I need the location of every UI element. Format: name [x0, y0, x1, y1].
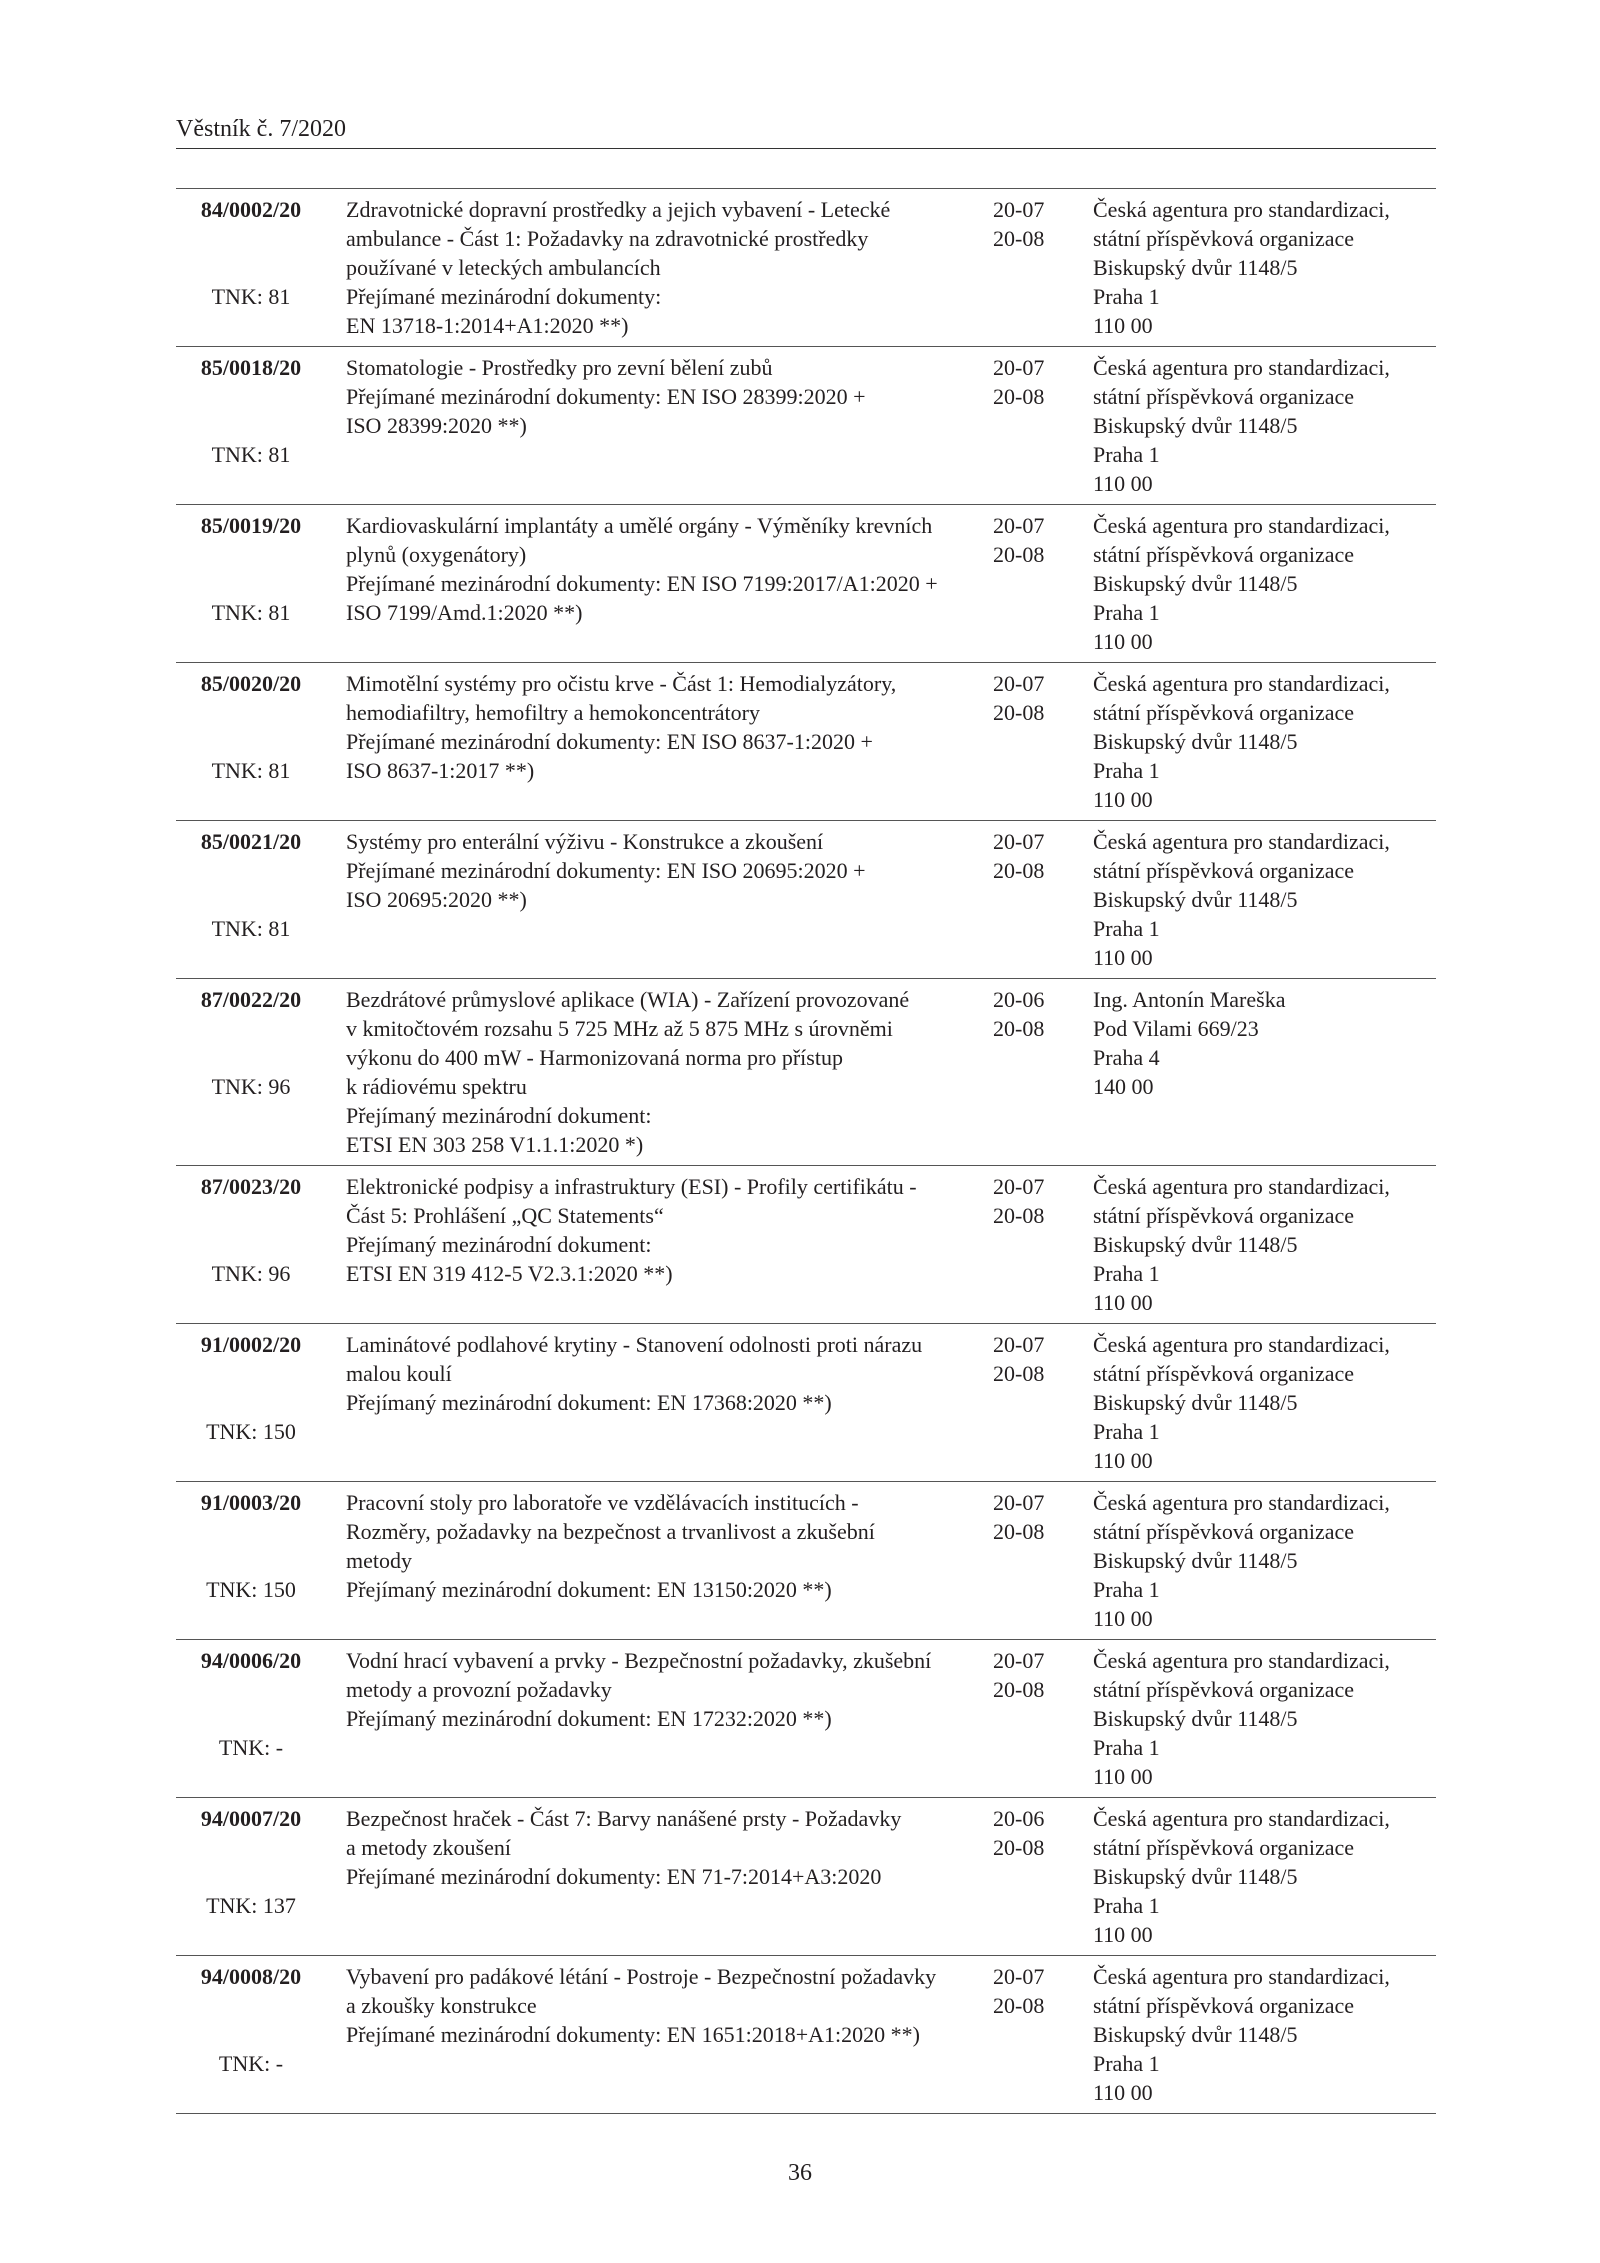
entry-tnk: TNK: 96	[211, 1261, 291, 1286]
entry-address-line: státní příspěvková organizace	[1093, 384, 1355, 409]
entry-dates-cell	[987, 189, 1084, 347]
entry-address-line: 110 00	[1093, 313, 1153, 338]
entry-id-cell	[176, 1166, 326, 1324]
entry-address-line: Praha 1	[1093, 600, 1160, 625]
entry-title-cell	[326, 505, 987, 663]
entry-date: 20-08	[993, 700, 1045, 725]
entry-id-cell	[176, 979, 326, 1166]
entry-date: 20-07	[993, 1332, 1045, 1357]
entry-title-line: ISO 28399:2020 **)	[346, 413, 527, 438]
entry-date: 20-07	[993, 829, 1045, 854]
entry-address-cell	[1084, 347, 1436, 505]
standards-table-body	[176, 189, 1436, 2114]
entry-title-cell	[326, 663, 987, 821]
entry-address-line: státní příspěvková organizace	[1093, 1203, 1355, 1228]
standards-table	[176, 188, 1436, 2114]
entry-title-line: Zdravotnické dopravní prostředky a jejich vybavení - Letecké	[346, 197, 891, 222]
entry-address-line: Biskupský dvůr 1148/5	[1093, 2022, 1298, 2047]
entry-title-line: ISO 7199/Amd.1:2020 **)	[346, 600, 583, 625]
entry-title-line: Mimotělní systémy pro očistu krve - Část 1: Hemodialyzátory,	[346, 671, 897, 696]
entry-address-cell	[1084, 979, 1436, 1166]
entry-title-line: Přejímané mezinárodní dokumenty: EN ISO 8637-1:2020 +	[346, 729, 873, 754]
table-row	[176, 1166, 1436, 1324]
entry-title-line: ISO 8637-1:2017 **)	[346, 758, 535, 783]
entry-date: 20-08	[993, 1361, 1045, 1386]
entry-address-line: Praha 1	[1093, 1735, 1160, 1760]
entry-title-line: ambulance - Část 1: Požadavky na zdravotnické prostředky	[346, 226, 869, 251]
entry-date: 20-07	[993, 197, 1045, 222]
entry-address-line: Praha 1	[1093, 1893, 1160, 1918]
table-row	[176, 821, 1436, 979]
entry-address-line: 110 00	[1093, 471, 1153, 496]
entry-address-line: 110 00	[1093, 1290, 1153, 1315]
entry-date: 20-08	[993, 1835, 1045, 1860]
entry-title-line: metody a provozní požadavky	[346, 1677, 612, 1702]
entry-address-line: Česká agentura pro standardizaci,	[1093, 1806, 1390, 1831]
table-row	[176, 347, 1436, 505]
entry-title-line: Bezpečnost hraček - Část 7: Barvy nanášené prsty - Požadavky	[346, 1806, 902, 1831]
entry-title-line: Přejímaný mezinárodní dokument:	[346, 1103, 652, 1128]
entry-address-cell	[1084, 1798, 1436, 1956]
entry-tnk: TNK: -	[218, 1735, 284, 1760]
entry-date: 20-08	[993, 858, 1045, 883]
entry-title-line: Přejímaný mezinárodní dokument: EN 17232:2020 **)	[346, 1706, 832, 1731]
entry-address-line: 110 00	[1093, 629, 1153, 654]
entry-address-line: Česká agentura pro standardizaci,	[1093, 1964, 1390, 1989]
page-number: 36	[788, 2160, 812, 2186]
entry-address-line: státní příspěvková organizace	[1093, 1835, 1355, 1860]
entry-title-line: Kardiovaskulární implantáty a umělé orgány - Výměníky krevních	[346, 513, 933, 538]
entry-title-line: Elektronické podpisy a infrastruktury (ESI) - Profily certifikátu -	[346, 1174, 917, 1199]
entry-title-line: Systémy pro enterální výživu - Konstrukce a zkoušení	[346, 829, 824, 854]
entry-code: 94/0007/20	[200, 1806, 302, 1831]
entry-address-cell	[1084, 821, 1436, 979]
entry-date: 20-08	[993, 226, 1045, 251]
entry-address-line: Česká agentura pro standardizaci,	[1093, 355, 1390, 380]
entry-address-line: 110 00	[1093, 1448, 1153, 1473]
entry-title-cell	[326, 821, 987, 979]
entry-code: 84/0002/20	[200, 197, 302, 222]
journal-title: Věstník č. 7/2020	[176, 116, 346, 142]
entry-address-line: Česká agentura pro standardizaci,	[1093, 513, 1390, 538]
entry-address-line: Praha 1	[1093, 916, 1160, 941]
entry-title-line: Přejímaný mezinárodní dokument: EN 17368:2020 **)	[346, 1390, 832, 1415]
entry-address-line: Biskupský dvůr 1148/5	[1093, 1548, 1298, 1573]
entry-address-line: 110 00	[1093, 2080, 1153, 2105]
entry-address-line: Česká agentura pro standardizaci,	[1093, 1332, 1390, 1357]
entry-address-cell	[1084, 189, 1436, 347]
entry-title-line: Bezdrátové průmyslové aplikace (WIA) - Zařízení provozované	[346, 987, 910, 1012]
entry-title-line: metody	[346, 1548, 412, 1573]
entry-dates-cell	[987, 1166, 1084, 1324]
entry-code: 91/0002/20	[200, 1332, 302, 1357]
entry-dates-cell	[987, 1640, 1084, 1798]
entry-date: 20-08	[993, 384, 1045, 409]
entry-tnk: TNK: 81	[211, 758, 291, 783]
entry-address-line: Česká agentura pro standardizaci,	[1093, 197, 1390, 222]
entry-code: 87/0022/20	[200, 987, 302, 1012]
entry-title-line: a metody zkoušení	[346, 1835, 511, 1860]
entry-title-line: ISO 20695:2020 **)	[346, 887, 527, 912]
entry-code: 85/0019/20	[200, 513, 302, 538]
entry-address-line: 110 00	[1093, 1606, 1153, 1631]
entry-title-line: hemodiafiltry, hemofiltry a hemokoncentrátory	[346, 700, 760, 725]
entry-title-cell	[326, 1166, 987, 1324]
entry-dates-cell	[987, 505, 1084, 663]
entry-date: 20-08	[993, 1203, 1045, 1228]
entry-title-cell	[326, 347, 987, 505]
entry-id-cell	[176, 189, 326, 347]
entry-title-line: výkonu do 400 mW - Harmonizovaná norma pro přístup	[346, 1045, 843, 1070]
table-row	[176, 1324, 1436, 1482]
entry-address-line: Česká agentura pro standardizaci,	[1093, 671, 1390, 696]
entry-date: 20-08	[993, 1677, 1045, 1702]
entry-title-line: Přejímaný mezinárodní dokument:	[346, 1232, 652, 1257]
entry-title-line: ETSI EN 319 412-5 V2.3.1:2020 **)	[346, 1261, 673, 1286]
entry-title-line: k rádiovému spektru	[346, 1074, 527, 1099]
entry-date: 20-07	[993, 1174, 1045, 1199]
entry-address-line: Pod Vilami 669/23	[1093, 1016, 1259, 1041]
entry-tnk: TNK: 81	[211, 284, 291, 309]
entry-address-cell	[1084, 663, 1436, 821]
entry-date: 20-07	[993, 1648, 1045, 1673]
entry-date: 20-07	[993, 1490, 1045, 1515]
entry-address-line: 110 00	[1093, 1764, 1153, 1789]
entry-address-line: Biskupský dvůr 1148/5	[1093, 1390, 1298, 1415]
entry-address-line: 140 00	[1093, 1074, 1154, 1099]
table-row	[176, 979, 1436, 1166]
entry-address-line: Česká agentura pro standardizaci,	[1093, 1174, 1390, 1199]
entry-date: 20-07	[993, 513, 1045, 538]
table-row	[176, 1956, 1436, 2114]
entry-address-line: Praha 1	[1093, 2051, 1160, 2076]
entry-title-line: Přejímaný mezinárodní dokument: EN 13150:2020 **)	[346, 1577, 832, 1602]
entry-address-line: Praha 1	[1093, 1261, 1160, 1286]
entry-title-line: EN 13718-1:2014+A1:2020 **)	[346, 313, 629, 338]
entry-title-cell	[326, 1324, 987, 1482]
entry-code: 85/0018/20	[200, 355, 302, 380]
entry-title-cell	[326, 189, 987, 347]
entry-address-line: Biskupský dvůr 1148/5	[1093, 729, 1298, 754]
entry-date: 20-08	[993, 1016, 1045, 1041]
entry-title-cell	[326, 1640, 987, 1798]
table-row	[176, 505, 1436, 663]
entry-id-cell	[176, 1482, 326, 1640]
entry-title-line: Laminátové podlahové krytiny - Stanovení odolnosti proti nárazu	[346, 1332, 923, 1357]
entry-address-line: 110 00	[1093, 945, 1153, 970]
entry-address-cell	[1084, 505, 1436, 663]
entry-address-line: Praha 1	[1093, 1419, 1160, 1444]
entry-address-line: 110 00	[1093, 1922, 1153, 1947]
entry-code: 87/0023/20	[200, 1174, 302, 1199]
entry-address-line: státní příspěvková organizace	[1093, 1677, 1355, 1702]
entry-address-line: státní příspěvková organizace	[1093, 542, 1355, 567]
entry-dates-cell	[987, 1324, 1084, 1482]
entry-address-line: Praha 1	[1093, 284, 1160, 309]
entry-tnk: TNK: 150	[206, 1577, 296, 1602]
entry-title-cell	[326, 1956, 987, 2114]
entry-dates-cell	[987, 1482, 1084, 1640]
entry-dates-cell	[987, 821, 1084, 979]
entry-title-line: Přejímané mezinárodní dokumenty: EN 1651:2018+A1:2020 **)	[346, 2022, 920, 2047]
entry-title-line: Část 5: Prohlášení „QC Statements“	[346, 1203, 664, 1228]
entry-title-line: malou koulí	[346, 1361, 452, 1386]
entry-address-line: Biskupský dvůr 1148/5	[1093, 887, 1298, 912]
entry-address-line: státní příspěvková organizace	[1093, 700, 1355, 725]
entry-id-cell	[176, 821, 326, 979]
entry-title-line: Vybavení pro padákové létání - Postroje - Bezpečnostní požadavky	[346, 1964, 937, 1989]
table-row	[176, 663, 1436, 821]
entry-date: 20-08	[993, 1519, 1045, 1544]
entry-dates-cell	[987, 347, 1084, 505]
entry-address-cell	[1084, 1956, 1436, 2114]
entry-title-line: Stomatologie - Prostředky pro zevní bělení zubů	[346, 355, 773, 380]
table-row	[176, 1798, 1436, 1956]
entry-address-line: státní příspěvková organizace	[1093, 1993, 1355, 2018]
entry-address-line: Biskupský dvůr 1148/5	[1093, 413, 1298, 438]
entry-address-line: státní příspěvková organizace	[1093, 1361, 1355, 1386]
entry-address-cell	[1084, 1166, 1436, 1324]
entry-address-line: Biskupský dvůr 1148/5	[1093, 571, 1298, 596]
entry-address-line: státní příspěvková organizace	[1093, 1519, 1355, 1544]
entry-address-line: státní příspěvková organizace	[1093, 226, 1355, 251]
entry-title-cell	[326, 979, 987, 1166]
entry-dates-cell	[987, 1798, 1084, 1956]
entry-address-line: Biskupský dvůr 1148/5	[1093, 1864, 1298, 1889]
entry-address-line: Česká agentura pro standardizaci,	[1093, 829, 1390, 854]
entry-id-cell	[176, 505, 326, 663]
entry-title-line: Přejímané mezinárodní dokumenty: EN ISO 20695:2020 +	[346, 858, 866, 883]
entry-address-line: Praha 4	[1093, 1045, 1160, 1070]
entry-title-line: Přejímané mezinárodní dokumenty: EN ISO 7199:2017/A1:2020 +	[346, 571, 938, 596]
entry-date: 20-06	[993, 987, 1045, 1012]
entry-date: 20-08	[993, 1993, 1045, 2018]
entry-address-line: Biskupský dvůr 1148/5	[1093, 1706, 1298, 1731]
entry-date: 20-07	[993, 671, 1045, 696]
table-row	[176, 189, 1436, 347]
entry-code: 94/0006/20	[200, 1648, 302, 1673]
entry-tnk: TNK: 137	[206, 1893, 296, 1918]
entry-tnk: TNK: 81	[211, 442, 291, 467]
entry-id-cell	[176, 1798, 326, 1956]
entry-id-cell	[176, 1956, 326, 2114]
page-header	[176, 112, 1436, 149]
entry-tnk: TNK: -	[218, 2051, 284, 2076]
entry-address-line: 110 00	[1093, 787, 1153, 812]
entry-address-line: Biskupský dvůr 1148/5	[1093, 255, 1298, 280]
entry-address-cell	[1084, 1324, 1436, 1482]
entry-title-line: Rozměry, požadavky na bezpečnost a trvanlivost a zkušební	[346, 1519, 875, 1544]
entry-tnk: TNK: 81	[211, 916, 291, 941]
entry-id-cell	[176, 663, 326, 821]
entry-tnk: TNK: 150	[206, 1419, 296, 1444]
entry-address-cell	[1084, 1482, 1436, 1640]
entry-title-cell	[326, 1798, 987, 1956]
entry-code: 85/0020/20	[200, 671, 302, 696]
entry-address-line: Česká agentura pro standardizaci,	[1093, 1648, 1390, 1673]
entry-title-line: používané v leteckých ambulancích	[346, 255, 661, 280]
entry-title-cell	[326, 1482, 987, 1640]
entry-address-line: Biskupský dvůr 1148/5	[1093, 1232, 1298, 1257]
entry-title-line: ETSI EN 303 258 V1.1.1:2020 *)	[346, 1132, 644, 1157]
entry-address-line: Praha 1	[1093, 758, 1160, 783]
table-row	[176, 1640, 1436, 1798]
entry-title-line: Přejímané mezinárodní dokumenty: EN 71-7:2014+A3:2020	[346, 1864, 882, 1889]
entry-title-line: Přejímané mezinárodní dokumenty: EN ISO 28399:2020 +	[346, 384, 866, 409]
entry-address-line: Praha 1	[1093, 1577, 1160, 1602]
entry-tnk: TNK: 81	[211, 600, 291, 625]
entry-date: 20-08	[993, 542, 1045, 567]
entry-title-line: Přejímané mezinárodní dokumenty:	[346, 284, 662, 309]
entry-date: 20-06	[993, 1806, 1045, 1831]
entry-title-line: v kmitočtovém rozsahu 5 725 MHz až 5 875 MHz s úrovněmi	[346, 1016, 893, 1041]
entry-id-cell	[176, 1324, 326, 1482]
entry-dates-cell	[987, 663, 1084, 821]
entry-address-cell	[1084, 1640, 1436, 1798]
table-row	[176, 1482, 1436, 1640]
entry-code: 91/0003/20	[200, 1490, 302, 1515]
entry-address-line: Ing. Antonín Mareška	[1093, 987, 1286, 1012]
entry-address-line: Česká agentura pro standardizaci,	[1093, 1490, 1390, 1515]
entry-code: 85/0021/20	[200, 829, 302, 854]
entry-dates-cell	[987, 1956, 1084, 2114]
entry-address-line: státní příspěvková organizace	[1093, 858, 1355, 883]
entry-date: 20-07	[993, 355, 1045, 380]
entry-tnk: TNK: 96	[211, 1074, 291, 1099]
entry-id-cell	[176, 347, 326, 505]
entry-address-line: Praha 1	[1093, 442, 1160, 467]
entry-title-line: plynů (oxygenátory)	[346, 542, 527, 567]
entry-code: 94/0008/20	[200, 1964, 302, 1989]
entry-id-cell	[176, 1640, 326, 1798]
entry-title-line: a zkoušky konstrukce	[346, 1993, 537, 2018]
entry-title-line: Pracovní stoly pro laboratoře ve vzdělávacích institucích -	[346, 1490, 859, 1515]
entry-date: 20-07	[993, 1964, 1045, 1989]
entry-dates-cell	[987, 979, 1084, 1166]
entry-title-line: Vodní hrací vybavení a prvky - Bezpečnostní požadavky, zkušební	[346, 1648, 932, 1673]
